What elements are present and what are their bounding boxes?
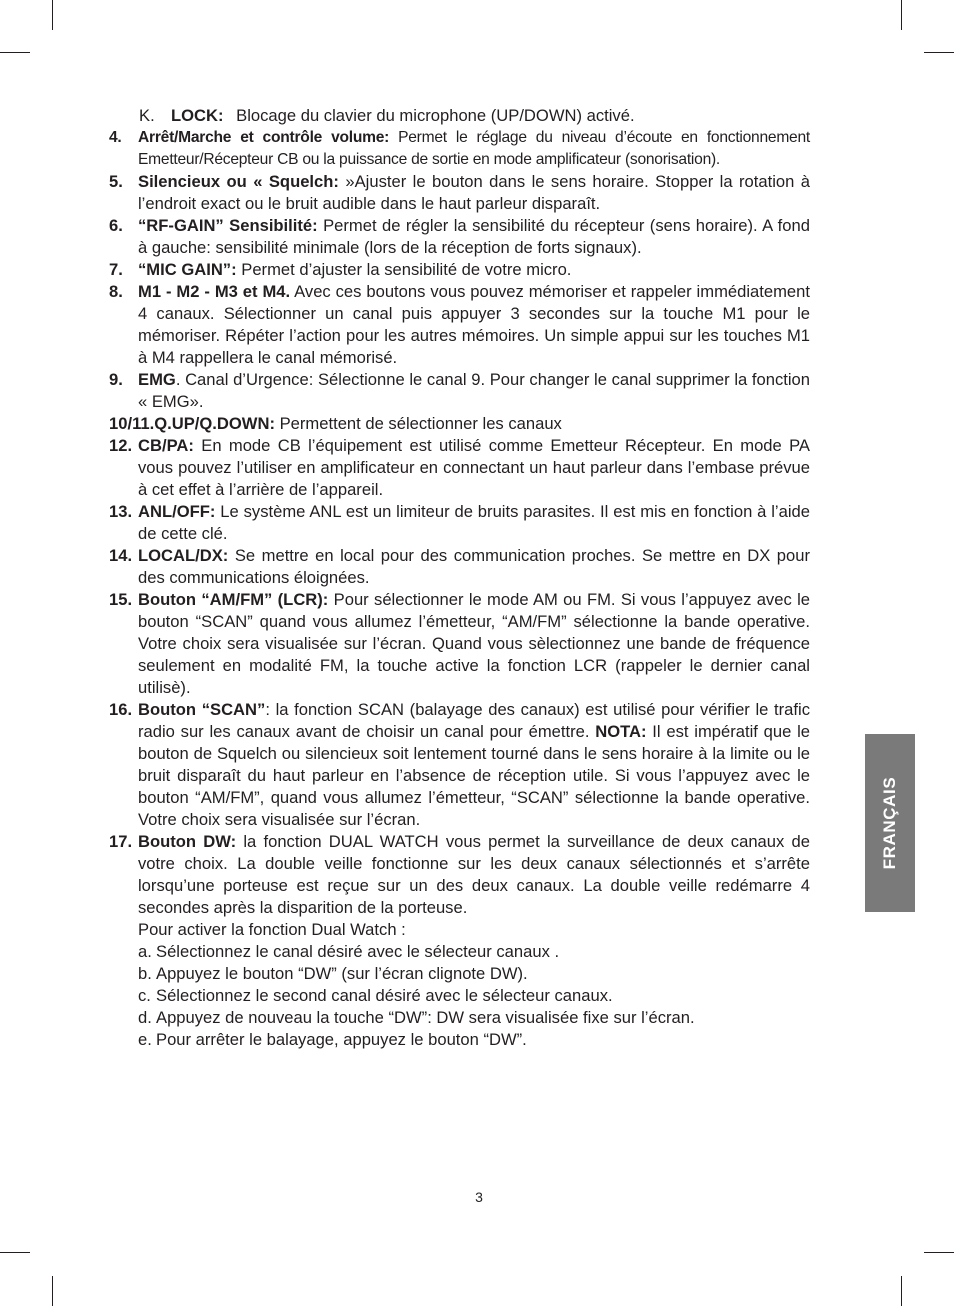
list-item-15 bbox=[109, 589, 810, 699]
list-item-10-11 bbox=[109, 413, 810, 435]
item-title: LOCK: bbox=[171, 106, 224, 125]
item-number: 6. bbox=[109, 216, 123, 235]
item-number: 16. bbox=[109, 700, 133, 719]
item-title: Bouton “AM/FM” (LCR): bbox=[138, 590, 329, 609]
item-text: Pour sélectionner le mode AM ou FM. Si vous l’appuyez avec le bouton “SCAN” quand vous allumez l’émetteur, “AM/FM” sélectionne la bande operative. Votre choix sera visualisée sur l’écran. Quand vous sèlectionnez une bande de fréquence seulement en modalité FM, la touche active la fonction LCR (rappeler le dernier canal utilisè). bbox=[138, 590, 810, 697]
step-letter: c. bbox=[138, 986, 151, 1005]
item-text: . Canal d’Urgence: Sélectionne le canal 9. Pour changer le canal supprimer la fonction « EMG». bbox=[138, 370, 810, 411]
item-number: 4. bbox=[109, 129, 122, 146]
crop-mark bbox=[901, 0, 902, 30]
item-title: “MIC GAIN”: bbox=[138, 260, 237, 279]
item-number: 9. bbox=[109, 370, 123, 389]
item-text: Permet d’ajuster la sensibilité de votre micro. bbox=[236, 260, 572, 279]
step-text: Appuyez de nouveau la touche “DW”: DW sera visualisée fixe sur l’écran. bbox=[156, 1008, 695, 1027]
list-item-lock bbox=[109, 105, 810, 127]
item-text: »Ajuster le bouton dans le sens horaire. Stopper la rotation à l’endroit exact ou le bruit audible dans le haut parleur disparaît. bbox=[138, 172, 810, 213]
crop-mark bbox=[901, 1276, 902, 1306]
item-number: K. bbox=[139, 106, 155, 125]
item-text: Se mettre en local pour des communication proches. Se mettre en DX pour des communications éloignées. bbox=[138, 546, 810, 587]
step-text: Sélectionnez le second canal désiré avec le sélecteur canaux. bbox=[156, 986, 613, 1005]
list-item-17 bbox=[109, 831, 810, 919]
step-letter: e. bbox=[138, 1030, 152, 1049]
language-tab bbox=[865, 734, 915, 912]
list-item-8 bbox=[109, 281, 810, 369]
item-number: 13. bbox=[109, 502, 133, 521]
list-item-5 bbox=[109, 171, 810, 215]
list-item-4 bbox=[109, 127, 810, 171]
dual-watch-step bbox=[109, 963, 810, 985]
item-title: Silencieux ou « Squelch: bbox=[138, 172, 339, 191]
item-text: la fonction DUAL WATCH vous permet la surveillance de deux canaux de votre choix. La double veille fonctionne sur les deux canaux sélectionnés et s’arrête lorsqu’une porteuse est reçue sur un des deux canaux. La double veille redémarre 4 secondes après la disparition de la porteuse. bbox=[138, 832, 810, 917]
dual-watch-intro: Pour activer la fonction Dual Watch : bbox=[138, 920, 406, 939]
page-number: 3 bbox=[475, 1189, 483, 1205]
item-text: Il est impératif que le bouton de Squelch ou silencieux soit lentement tourné dans le sens horaire à la limite ou le bruit disparaît du haut parleur en l’absence de réception utile. Si vous l’appuyez avec le bouton “AM/FM”, quand vous allumez l’émetteur, “SCAN” sélectionne la bande operative. Votre choix sera visualisée sur l’écran. bbox=[138, 722, 811, 829]
step-text: Appuyez le bouton “DW” (sur l’écran clignote DW). bbox=[156, 964, 528, 983]
item-number: 17. bbox=[109, 832, 133, 851]
step-text: Pour arrêter le balayage, appuyez le bouton “DW”. bbox=[156, 1030, 527, 1049]
item-title: Bouton “SCAN” bbox=[138, 700, 266, 719]
crop-mark bbox=[924, 1252, 954, 1253]
step-letter: b. bbox=[138, 964, 152, 983]
item-text: En mode CB l’équipement est utilisé comme Emetteur Récepteur. En mode PA vous pouvez l’utiliser en amplificateur en connectant un haut parleur dans l’embase prévue à cet effet à l’arrière de l’appareil. bbox=[138, 436, 810, 499]
item-text: : la fonction SCAN (balayage des canaux) est utilisé pour vérifier le trafic radio sur les canaux avant de choisir un canal pour émettre. bbox=[138, 700, 810, 741]
item-text: Le système ANL est un limiteur de bruits parasites. Il est mis en fonction à l’aide de cette clé. bbox=[138, 502, 810, 543]
item-title: CB/PA: bbox=[138, 436, 194, 455]
dual-watch-step bbox=[109, 941, 810, 963]
item-number: 14. bbox=[109, 546, 133, 565]
item-number: 12. bbox=[109, 436, 133, 455]
list-item-12 bbox=[109, 435, 810, 501]
item-title: Bouton DW: bbox=[138, 832, 237, 851]
language-tab-label: FRANÇAIS bbox=[880, 776, 899, 870]
item-title: EMG bbox=[138, 370, 176, 389]
crop-mark bbox=[0, 1252, 30, 1253]
crop-mark bbox=[52, 0, 53, 30]
item-number: 8. bbox=[109, 282, 123, 301]
item-text: Permettent de sélectionner les canaux bbox=[274, 414, 562, 433]
item-text: Avec ces boutons vous pouvez mémoriser et rappeler immédiatement 4 canaux. Sélectionner un canal puis appuyer 3 secondes sur la touche M1 pour le mémoriser. Répéter l’action pour les autres mémoires. Un simple appui sur les touches M1 à M4 rappellera le canal mémorisé. bbox=[138, 282, 810, 367]
list-item-13 bbox=[109, 501, 810, 545]
nota-label: NOTA: bbox=[595, 722, 647, 741]
item-title: M1 - M2 - M3 et M4. bbox=[138, 282, 291, 301]
step-letter: d. bbox=[138, 1008, 152, 1027]
item-text: Permet le réglage du niveau d’écoute en fonctionnement Emetteur/Récepteur CB ou la puissance de sortie en mode amplificateur (sonorisation). bbox=[138, 129, 810, 168]
dual-watch-step bbox=[109, 1007, 810, 1029]
list-item-6 bbox=[109, 215, 810, 259]
list-item-14 bbox=[109, 545, 810, 589]
item-title: Arrêt/Marche et contrôle volume: bbox=[138, 129, 390, 146]
step-letter: a. bbox=[138, 942, 152, 961]
item-text: Blocage du clavier du microphone (UP/DOWN) activé. bbox=[231, 106, 635, 125]
item-title: ANL/OFF: bbox=[138, 502, 216, 521]
list-item-16 bbox=[109, 699, 810, 831]
list-item-9 bbox=[109, 369, 810, 413]
item-title: “RF-GAIN” Sensibilité: bbox=[138, 216, 318, 235]
step-text: Sélectionnez le canal désiré avec le sélecteur canaux . bbox=[156, 942, 560, 961]
item-number: 15. bbox=[109, 590, 133, 609]
crop-mark bbox=[52, 1276, 53, 1306]
crop-mark bbox=[0, 52, 30, 53]
dual-watch-step bbox=[109, 985, 810, 1007]
item-title: LOCAL/DX: bbox=[138, 546, 229, 565]
crop-mark bbox=[924, 52, 954, 53]
item-title: 10/11.Q.UP/Q.DOWN: bbox=[109, 414, 275, 433]
list-item-7 bbox=[109, 259, 810, 281]
item-number: 5. bbox=[109, 172, 123, 191]
item-text: Permet de régler la sensibilité du récepteur (sens horaire). A fond à gauche: sensibilité minimale (lors de la réception de forts signaux). bbox=[138, 216, 810, 257]
dual-watch-step bbox=[109, 1029, 810, 1051]
item-number: 7. bbox=[109, 260, 123, 279]
manual-body bbox=[109, 105, 810, 1051]
